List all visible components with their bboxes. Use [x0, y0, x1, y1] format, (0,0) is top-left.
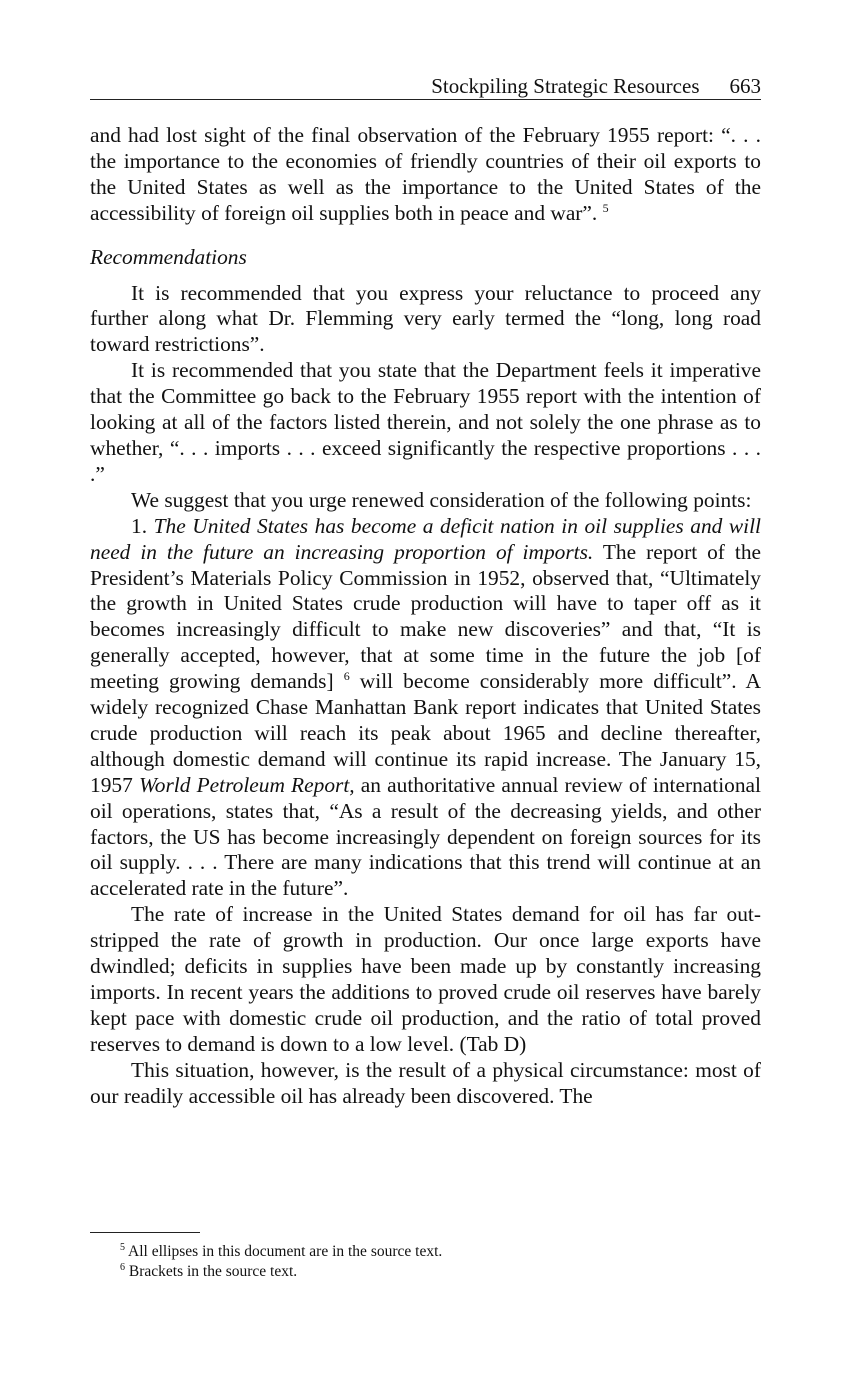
- paragraph: We suggest that you urge renewed consideration of the following points:: [131, 487, 752, 512]
- paragraph: This situation, however, is the result of a physical circumstance: most of our readily accessible oil has already been discovered. The: [90, 1057, 761, 1108]
- point-number: 1.: [131, 513, 148, 538]
- running-title: Stockpiling Strategic Resources: [431, 74, 700, 98]
- section-heading: Recommendations: [90, 244, 247, 269]
- paragraph-continued: and had lost sight of the final observation of the February 1955 report: “. . . the importance to the economies of friendly countries of their oil exports to the United States as well as the importance to the United States of the accessibility of foreign oil supplies both in peace and war”. $^5$: [90, 123, 761, 225]
- paragraph: The rate of increase in the United States demand for oil has far out-stripped the rate of growth in production. Our once large exports have dwindled; deficits in supplies have been made up by constantly increasing imports. In recent years the additions to proved crude oil reserves have barely kept pace with domestic crude oil production, and the ratio of total proved reserves to demand is down to a low level. (Tab D): [90, 902, 761, 1056]
- footnote-ref-6: 6: [343, 669, 350, 684]
- point-lead: The United States has become a deficit nation in oil supplies and will need in the future an increasing proportion of imports.: [90, 513, 761, 564]
- page-number: 663: [729, 74, 761, 98]
- footnote-rule: [90, 1232, 200, 1233]
- footnote: $^5$ All ellipses in this document are in the source text.: [120, 1242, 443, 1260]
- body-text: [90, 123, 761, 1110]
- numbered-point: 1. The United States has become a deficit nation in oil supplies and will need in the future an increasing proportion of imports. The report of the President’s Materials Policy Commission in 1952, observed that, “Ultimately the growth in United States crude production will have to taper off as it becomes increasingly difficult to make new discoveries” and that, “It is generally accepted, however, that at some time in the future the job [of meeting growing demands] $^6$ will become considerably more difficult”. A widely recognized Chase Manhattan Bank report indicates that United States crude production will reach its peak about 1965 and decline thereafter, although domestic demand will continue its rapid increase. The January 15, 1957 World Petroleum Report, an authoritative annual review of international oil operations, states that, “As a result of the decreasing yields, and other factors, the US has become increasingly dependent on foreign sources for its oil supply. . . . There are many indications that this trend will continue at an accelerated rate in the future”.: [90, 513, 762, 901]
- footnotes: [120, 1242, 760, 1282]
- publication-title: World Petroleum Report,: [138, 772, 355, 797]
- footnote-ref-5: 5: [602, 200, 609, 215]
- running-header: [90, 73, 761, 100]
- paragraph: It is recommended that you express your reluctance to proceed any further along what Dr. Flemming very early termed the “long, long road toward restrictions”.: [90, 280, 761, 357]
- footnote: $^6$ Brackets in the source text.: [120, 1262, 298, 1280]
- paragraph: It is recommended that you state that the Department feels it imperative that the Committee go back to the February 1955 report with the intention of looking at all of the factors listed therein, and not solely the one phrase as to whether, “. . . imports . . . exceed significantly the respective proportions . . . .”: [90, 358, 761, 486]
